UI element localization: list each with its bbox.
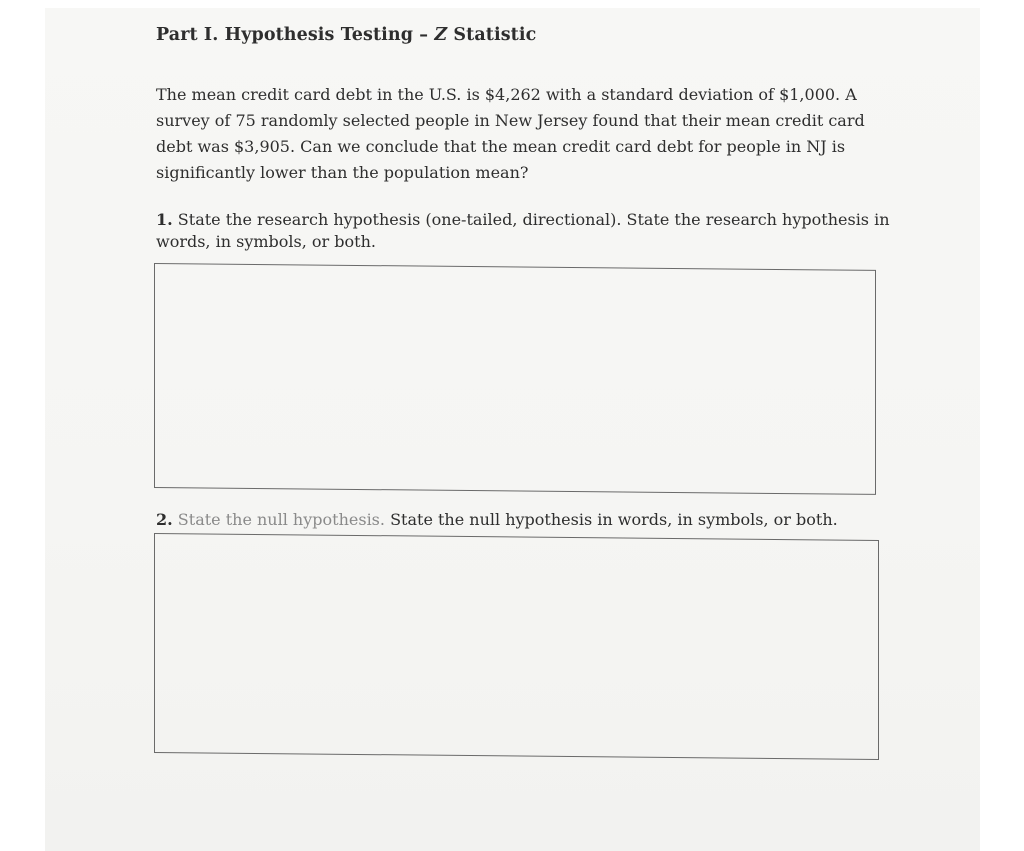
answer-box-2[interactable] xyxy=(154,533,879,760)
question-1-number: 1. xyxy=(156,210,173,229)
problem-line-2: survey of 75 randomly selected people in New Jersey found that their mean credit card xyxy=(156,111,865,130)
problem-line-3: debt was $3,905. Can we conclude that the mean credit card debt for people in NJ is xyxy=(156,137,846,156)
problem-statement xyxy=(156,82,865,186)
heading-suffix: Statistic xyxy=(447,25,537,45)
question-2-text-2: State the null hypothesis in words, in symbols, or both. xyxy=(390,510,838,529)
problem-line-1: The mean credit card debt in the U.S. is $4,262 with a standard deviation of $1,000. A xyxy=(156,85,857,104)
question-2 xyxy=(156,509,876,531)
question-1 xyxy=(156,209,890,253)
question-1-text-2: words, in symbols, or both. xyxy=(156,232,376,251)
problem-line-4: significantly lower than the population mean? xyxy=(156,163,529,182)
question-1-text-1: State the research hypothesis (one-tailed, directional). State the research hypothesis in xyxy=(177,210,890,229)
question-2-text-1: State the null hypothesis. xyxy=(177,510,385,529)
heading-prefix: Part I. Hypothesis Testing – xyxy=(156,25,435,45)
section-heading xyxy=(156,25,536,45)
question-2-number: 2. xyxy=(156,510,173,529)
heading-z: Z xyxy=(434,25,448,45)
question-1-line-1 xyxy=(156,209,890,231)
answer-box-1[interactable] xyxy=(154,263,876,495)
